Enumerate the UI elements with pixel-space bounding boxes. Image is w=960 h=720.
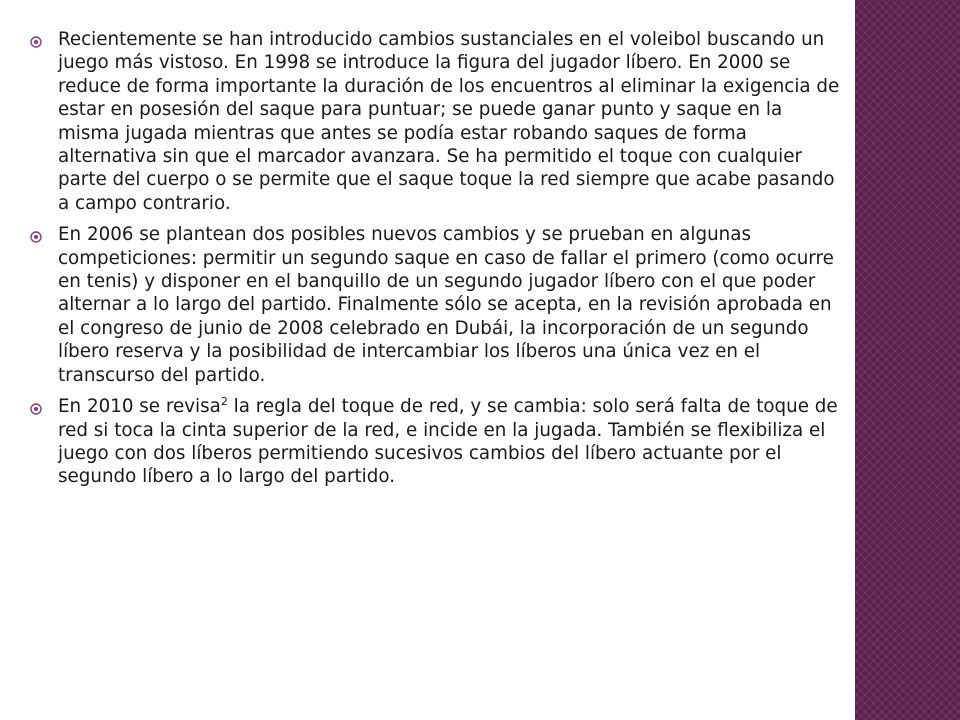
slide-content <box>30 28 840 497</box>
bullet-text-3 <box>58 395 840 489</box>
bullet-item-3 <box>30 395 840 489</box>
bullet-text-3-after: la regla del toque de red, y se cambia: solo será falta de toque de red si toca la cinta superior de la red, e incide en la jugada. También se flexibiliza el juego con dos líberos permitiendo sucesivos cambios del líbero actuante por el segundo líbero a lo largo del partido. <box>58 396 838 488</box>
target-bullet-icon <box>30 395 58 420</box>
decorative-side-panel <box>855 0 960 720</box>
bullet-item-2 <box>30 223 840 387</box>
bullet-item-1 <box>30 28 840 215</box>
footnote-superscript: 2 <box>220 395 228 408</box>
target-bullet-icon <box>30 223 58 248</box>
bullet-text-2: En 2006 se plantean dos posibles nuevos cambios y se prueban en algunas competiciones: permitir un segundo saque en caso de fallar el primero (como ocurre en tenis) y disponer en el banquillo de un segundo jugador líbero con el que poder alternar a lo largo del partido. Finalmente sólo se acepta, en la revisión aprobada en el congreso de junio de 2008 celebrado en Dubái, la incorporación de un segundo líbero reserva y la posibilidad de intercambiar los líberos una única vez en el transcurso del partido. <box>58 224 834 386</box>
bullet-text-1: Recientemente se han introducido cambios sustanciales en el voleibol buscando un juego más vistoso. En 1998 se introduce la figura del jugador líbero. En 2000 se reduce de forma importante la duración de los encuentros al eliminar la exigencia de estar en posesión del saque para puntuar; se puede ganar punto y saque en la misma jugada mientras que antes se podía estar robando saques de forma alternativa sin que el marcador avanzara. Se ha permitido el toque con cualquier parte del cuerpo o se permite que el saque toque la red siempre que acabe pasando a campo contrario. <box>58 29 840 214</box>
bullet-text-3-before: En 2010 se revisa <box>58 396 221 418</box>
target-bullet-icon <box>30 28 58 53</box>
